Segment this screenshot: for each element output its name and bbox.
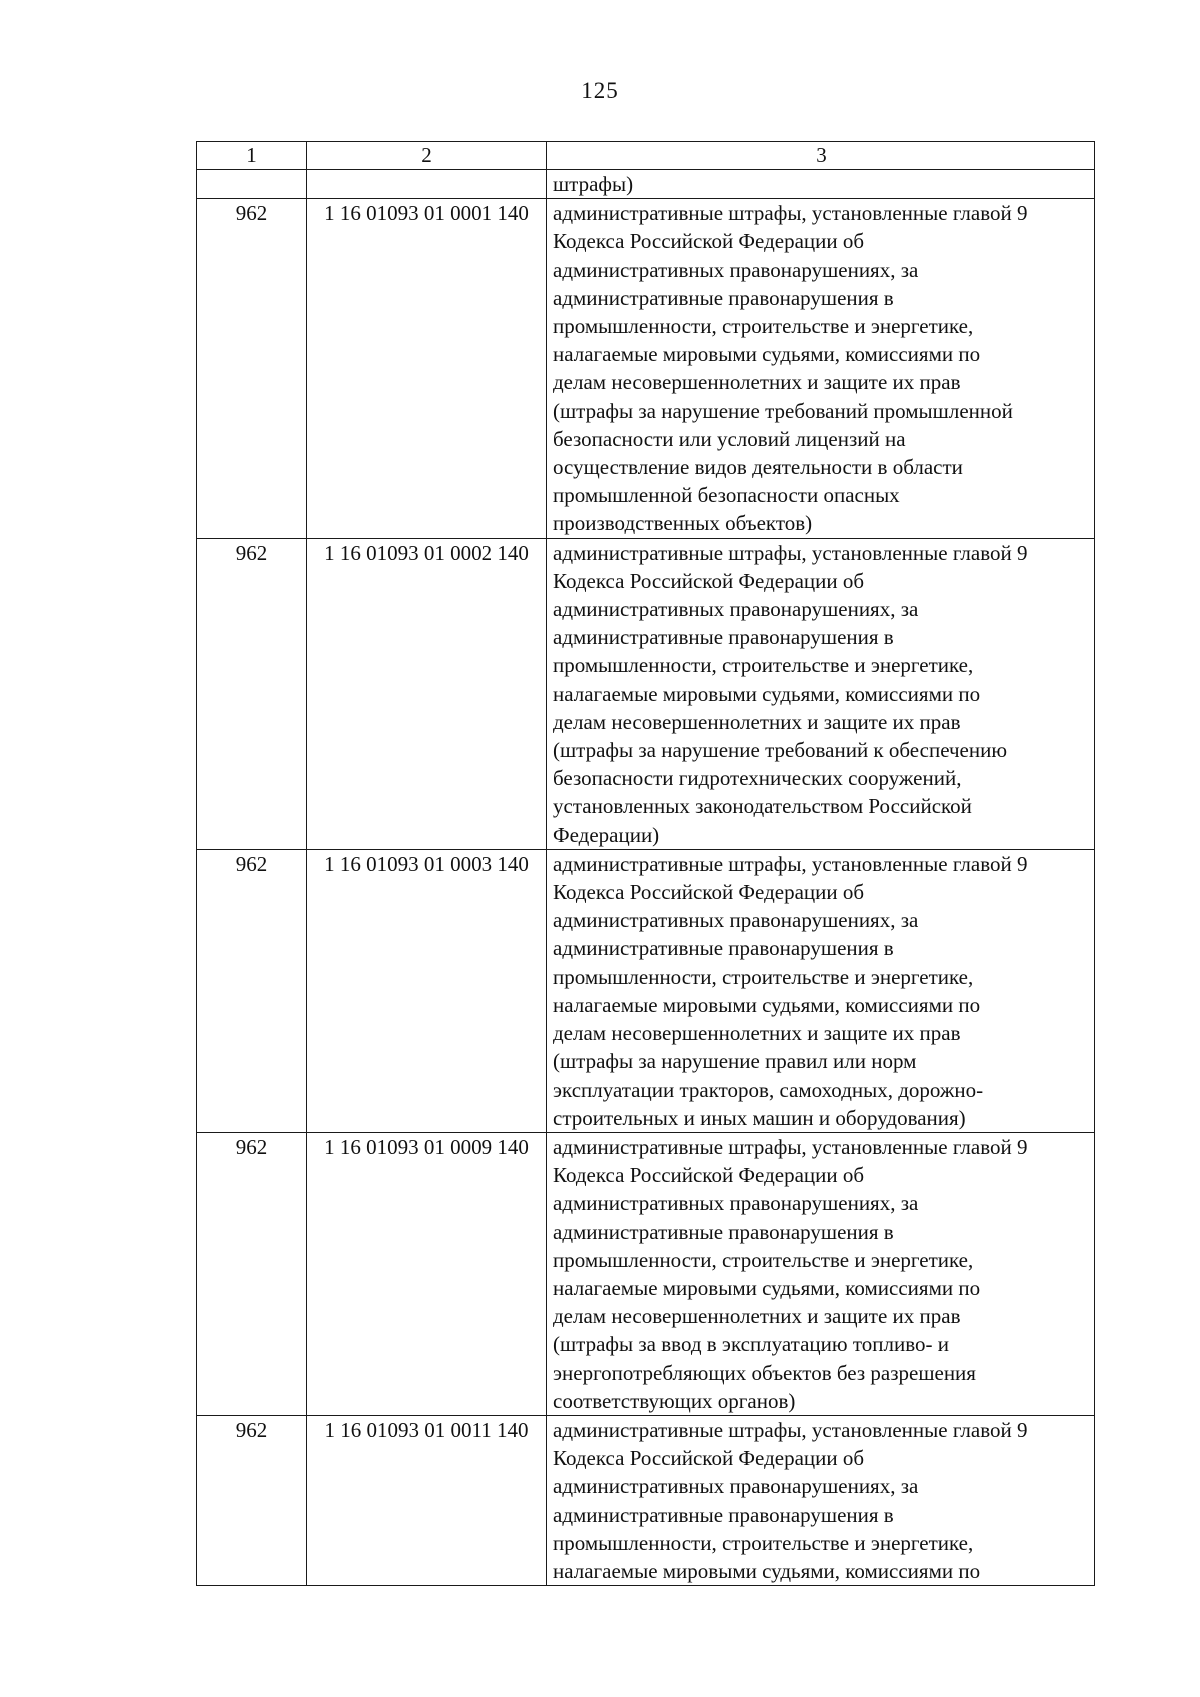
admin-code-cell: 962 <box>197 199 307 538</box>
table-row <box>197 538 1095 849</box>
description-line: административные правонарушения в <box>553 936 894 961</box>
description-line: (штрафы за ввод в эксплуатацию топливо- и <box>553 1332 949 1357</box>
description-line: производственных объектов) <box>553 511 813 536</box>
description-cell <box>547 849 1095 1132</box>
description-line: налагаемые мировыми судьями, комиссиями по <box>553 992 981 1017</box>
document-table <box>196 141 1095 1586</box>
page-number: 125 <box>581 78 619 103</box>
continuation-col2 <box>307 170 547 199</box>
description-line: (штрафы за нарушение требований к обеспечению <box>553 738 1008 763</box>
description-line: Кодекса Российской Федерации об <box>553 229 865 254</box>
description-line: административные штрафы, установленные главой 9 <box>553 1134 1028 1159</box>
admin-code-cell: 962 <box>197 1415 307 1585</box>
table-row <box>197 849 1095 1132</box>
description-line: административные правонарушения в <box>553 625 894 650</box>
description-line: соответствующих органов) <box>553 1388 796 1413</box>
description-line: административных правонарушениях, за <box>553 1474 919 1499</box>
description-line: делам несовершеннолетних и защите их прав <box>553 709 961 734</box>
continuation-col1 <box>197 170 307 199</box>
description-line: (штрафы за нарушение требований промышленной <box>553 398 1013 423</box>
description-line: промышленности, строительстве и энергетике, <box>553 1530 974 1555</box>
description-line: промышленности, строительстве и энергетике, <box>553 964 974 989</box>
table-header-row <box>197 142 1095 170</box>
description-line: административные правонарушения в <box>553 285 894 310</box>
revenue-code-cell: 1 16 01093 01 0001 140 <box>307 199 547 538</box>
description-line: административных правонарушениях, за <box>553 597 919 622</box>
admin-code-cell: 962 <box>197 538 307 849</box>
description-line: налагаемые мировыми судьями, комиссиями по <box>553 1275 981 1300</box>
description-line: административных правонарушениях, за <box>553 1191 919 1216</box>
column-header-1: 1 <box>197 142 307 170</box>
description-line: административные штрафы, установленные главой 9 <box>553 540 1028 565</box>
description-line: эксплуатации тракторов, самоходных, дорожно- <box>553 1077 984 1102</box>
continuation-row <box>197 170 1095 199</box>
revenue-code-cell: 1 16 01093 01 0003 140 <box>307 849 547 1132</box>
admin-code-cell: 962 <box>197 849 307 1132</box>
column-header-2: 2 <box>307 142 547 170</box>
description-line: административные правонарушения в <box>553 1502 894 1527</box>
admin-code-cell: 962 <box>197 1132 307 1415</box>
description-cell <box>547 538 1095 849</box>
description-line: налагаемые мировыми судьями, комиссиями по <box>553 342 981 367</box>
description-line: Кодекса Российской Федерации об <box>553 1446 865 1471</box>
description-line: делам несовершеннолетних и защите их прав <box>553 1021 961 1046</box>
revenue-code-cell: 1 16 01093 01 0011 140 <box>307 1415 547 1585</box>
description-line: Федерации) <box>553 822 660 847</box>
description-line: осуществление видов деятельности в области <box>553 455 963 480</box>
description-line: безопасности гидротехнических сооружений, <box>553 766 962 791</box>
description-line: административных правонарушениях, за <box>553 908 919 933</box>
revenue-code-cell: 1 16 01093 01 0002 140 <box>307 538 547 849</box>
continuation-description <box>547 170 1095 199</box>
description-line: промышленности, строительстве и энергетике, <box>553 1247 974 1272</box>
description-line: промышленности, строительстве и энергетике, <box>553 653 974 678</box>
description-line: делам несовершеннолетних и защите их прав <box>553 370 961 395</box>
description-line: Кодекса Российской Федерации об <box>553 568 865 593</box>
description-line: энергопотребляющих объектов без разрешения <box>553 1360 976 1385</box>
description-line: административных правонарушениях, за <box>553 257 919 282</box>
revenue-code-cell: 1 16 01093 01 0009 140 <box>307 1132 547 1415</box>
description-line: промышленности, строительстве и энергетике, <box>553 314 974 339</box>
description-line: установленных законодательством Российской <box>553 794 972 819</box>
description-cell <box>547 1132 1095 1415</box>
description-line: административные штрафы, установленные главой 9 <box>553 201 1028 226</box>
description-cell <box>547 1415 1095 1585</box>
description-line: промышленной безопасности опасных <box>553 483 900 508</box>
description-line: административные штрафы, установленные главой 9 <box>553 851 1028 876</box>
table-row <box>197 199 1095 538</box>
table-row <box>197 1132 1095 1415</box>
description-line: налагаемые мировыми судьями, комиссиями по <box>553 681 981 706</box>
description-line: (штрафы за нарушение правил или норм <box>553 1049 917 1074</box>
description-line: делам несовершеннолетних и защите их прав <box>553 1304 961 1329</box>
description-line: Кодекса Российской Федерации об <box>553 880 865 905</box>
column-header-3: 3 <box>547 142 1095 170</box>
description-line: Кодекса Российской Федерации об <box>553 1163 865 1188</box>
description-line: строительных и иных машин и оборудования) <box>553 1105 966 1130</box>
description-line: безопасности или условий лицензий на <box>553 426 906 451</box>
description-line: налагаемые мировыми судьями, комиссиями по <box>553 1558 981 1583</box>
description-line: административные штрафы, установленные главой 9 <box>553 1417 1028 1442</box>
description-line: административные правонарушения в <box>553 1219 894 1244</box>
description-cell <box>547 199 1095 538</box>
table-row <box>197 1415 1095 1585</box>
description-line: штрафы) <box>553 172 634 196</box>
